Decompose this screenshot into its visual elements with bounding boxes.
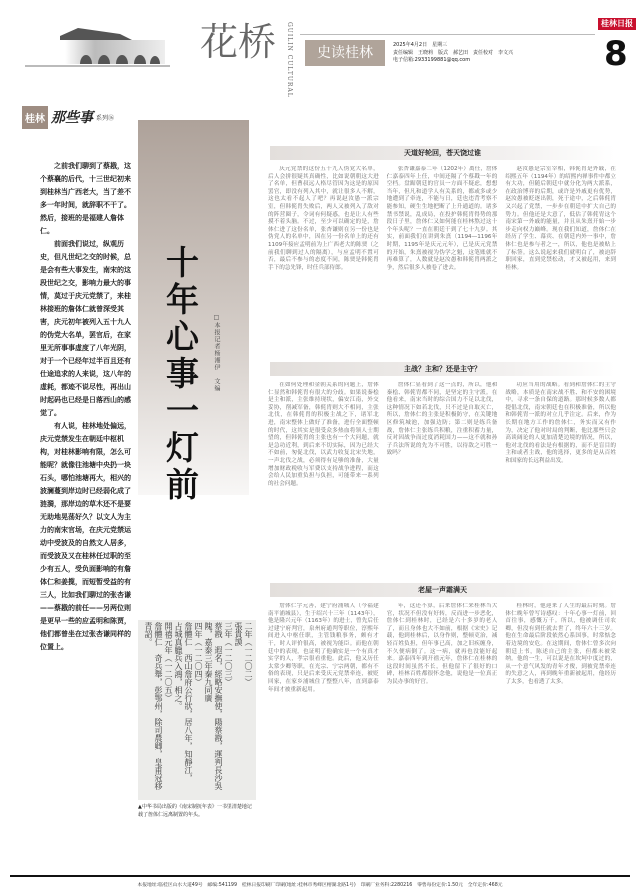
image-caption: ▲中华书局出版的《南宋制抚年表》一书里清楚地记载了詹体仁远离制置的年头。 <box>138 804 252 818</box>
scan-line: 開禧元年（一二〇五） <box>164 622 173 702</box>
footer-rule <box>10 875 630 877</box>
paragraph: 桂林时，他迎来了人生的最后时刻。詹体仁晚年曾写诗感叹：十年心事一灯前，回首往事，感慨万千。所以，他被调任司农卿，但没有到任就去世了，终年六十三岁。他在生命最后阶段依然心系国事，时常惦念着边境的安危。在这期间，詹体仁曾多次向朝廷上书，陈述自己的主张，但都未被采纳。他的一生，可以说是在坎坷中度过的，从一个意气风发的青年才俊，到被党禁牵连的失意之人，再到晚年重新被起用，他经历了太多，也看透了太多。 <box>505 603 617 685</box>
byline: □本报记者杨湘伊 文编 <box>213 314 220 392</box>
scan-line: 青詔。 <box>144 622 153 646</box>
issue-date: 2025年4月2日 星期三 <box>393 42 448 48</box>
scan-line: 占城真臘兵入鴻，相之。 <box>174 622 183 710</box>
text-column <box>387 382 498 572</box>
series-tag <box>22 104 114 130</box>
masthead-gate-illustration <box>20 14 180 76</box>
paragraph: 有人说，桂林地处偏远，庆元党禁发生在朝廷中枢机构，对桂林影响有限，怎么可能呢？就像往池塘中央扔一块石头，哪怕池塘再大，相兴的波澜蔓到岸边时已经弱化成了涟漪，那岸边的草木还不是要无助地晃荡好久？以文人为主力的南宋官场，在庆元党禁运动中受波及的自然文人居多，而受波及又在桂林任过职的至少有五人，受负面影响的有詹体仁和姜揽，而短暂受益的有三人，比如我们聊过的张杏谦——蔡戡的前任——另两位则是更早一些的应孟明和陈贾，他们都曾坐在过张杏谦同样的位置上。 <box>40 422 131 651</box>
editor-credits: 责任编辑 王晓莉 版式 郝艺田 责任校对 李文兴 <box>393 49 514 56</box>
scan-line: 二年（一二〇二） <box>244 622 253 686</box>
text-column <box>505 166 616 342</box>
brand-subtitle: GUILIN CULTURAL <box>286 22 293 98</box>
text-column <box>268 382 379 572</box>
paragraph: 詹体仁字元善，建宁府浦城人（今福建南平浦城县），生于绍兴十三年（1143年），他是隆兴元年（1163年）的进士，曾先后任过建宁府判官，泉州府通判等职位，淳熙年间进入中枢任职，主管钱粮事务，颇有才干，时人评价很高，被视为能臣。而他在朝廷中的表现，也证明了他确实是一个有真才实学的人，孝宗很看重他。此后，他又历任太常少卿等职，在光宗、宁宗两朝，都有不俗的表现，只是后来受庆元党禁牵连，被贬回家，在家乡浦城住了整整八年，直到嘉泰年间才被重新起用。 <box>268 603 379 693</box>
scan-line: 三年（一二〇三） <box>224 622 233 686</box>
text-column <box>387 603 498 845</box>
footer-imprint: 本报地址:临桂区山水大道49号 邮编:541199 桂林日报印刷厂印刷(地址:桂林市秀峰区榕湖北路1号) 印刷厂业务科:2280216 零售每份定价:1.50元 全年定价:468元 <box>137 883 503 888</box>
edition-info <box>393 42 513 65</box>
text-column <box>268 166 379 342</box>
feature-title: 十年心事一灯前 <box>161 245 200 504</box>
scan-line: 詹體仁 西山詹府公行狀，居八年，知靜江， <box>184 622 193 782</box>
paragraph: 张杏谦嘉泰二年（1202年）离任，詹体仁嘉泰四年上任，中间还隔了个蔡戡一年的空档。盘踞朝廷的官员一方面不疑虑，想想当年，但凡和道学人有关系的，都或多或少地遭到了牵连，不能与日，廷也违背考察不能参知，硬生生地把断了上升通道的。诸多禁书禁说，乱成局，在投护韩侂胄得势的那段日子里，詹体仁又如何能在桂林熬过这十个年头呢？一直在朝廷干到了七十九岁。其实，前面我们在讲到朱熹（1194—1196年时期，1195年是庆元元年），已是庆元党禁的开始，朱熹被视为伪学之魁，这笔账就不再难算了，人数就是赵汝愚和韩侂胄两派之争，然后很多人被卷了进去。 <box>386 166 498 271</box>
paragraph: 在如何处理和金朝关系的问题上，詹体仁显然和韩侂胄有很大的分歧。如果说秦桧是主和派，主张维持现状，偏安江南，外交妥协，削减军备，韩侂胄则大不相同，主张北伐，在韩侂胄的积极主战之下，诸军北进，南宋整体上做好了准备，进行全面整顿的时代，这其实是很受众多热血将领人士期望的，但韩侂胄的主张也有一个大问题，就是急功近利，到后来不切实际，因为已经大不如前，匆促北伐，以武力收复北宋失地，一声北伐之战，必须得有足够的准备，大量增加财政税收与军费以支持战争进程，而这会给人民加重负担与负担，可能带来一系列的社会问题。 <box>268 382 379 487</box>
text-column <box>387 166 498 342</box>
email: 电子信箱:2933199881@qq.com <box>393 57 471 63</box>
newspaper-logo: 桂林日报 <box>598 18 636 30</box>
feature-intro-column <box>40 160 135 654</box>
scan-line: 張貴謨 <box>234 622 243 646</box>
paragraph: 赵汝愚是宗室宰相，韩侂胄是外戚，在绍熙五年（1194年）的绍熙内禅事件中都立有大功，但随后朝廷中就分化为两大派系，在政治博弈的后期，或许是外戚更有优势，赵汝愚被贬逐出朝，死于途中，之后韩侂胄又兴起了党禁，一步步在朝廷中扩大自己的势力。但他还是大意了，低估了韩侂胄这个南宋第一外戚的能量，并且从朱熹开始一步步走向权力巅峰。现在我们知道，詹体仁在经历了学生、幕宾、在朝廷内外一事中，詹体仁也是参与者之一，所以，他也是被贴上了标签。这么说起来我们就明白了，被迫辞职回家，直到党禁松动，才又被起用，来到桂林。 <box>505 166 617 271</box>
book-scan-image <box>138 620 256 800</box>
article-3-heading: 老屋一声霜满天 <box>270 583 615 597</box>
article-1-heading: 天道好轮回，苍天饶过谁 <box>270 146 615 160</box>
series-title: 那些事 <box>51 110 93 126</box>
section-name: 史读桂林 <box>305 40 385 66</box>
scan-line: 四年（一二〇四） <box>194 622 203 686</box>
scan-line: 隗，嘉泰三年秦九同廣 <box>204 622 213 702</box>
scan-line: 蔡戡 遐名，經略安撫使，陽蔡戡，運判長沙吳 <box>214 622 223 790</box>
paragraph: 庆元党禁的这份五十九人伪党大名单，后人会拼很疑其真确性，比如说朝朝这大进了名单，但曹叔远人格尽管因为这是的原因罢官，即没有列入其中，就让很多人不解，这也太看不起人了吧？再说赵汝愚一派宗室，但韩侂胄失败后，两人又被列入了敌对的阵营圈子，令词有何疑惑，也是让人有些摸不着头脑。不过，至少可以确定的是，詹体仁进了这份名单，张杏谦则在另一份也是伪党人的名单中，因在另一份名单上的还有1109年接应孟明前为上广西老大的陈贾（之前我们聊到过人的隔离），与应孟明不置可否，最后不参与的态度不同，陈贾是韩侂胄手下的急先锋，时任兵部侍郎。 <box>268 166 379 271</box>
series-city: 桂林 <box>22 106 48 129</box>
paragraph: 詹体仁显看到了这一点的，所以，他和秦桧、韩侂胄都不同，是坚定的主守派。在他看来，南宋当时的综合国力不足以北伐，这种情况下如若北伐，只不过是自取灭亡，所以，詹体仁的主张是积极防守，在关键地区修筑城池，加强边防；第二则是练兵备战，詹体仁主张练兵积粮，注重积蓄力量，反对因战争而过度消耗国力——这不就和孙子兵法所说的先为不可胜，以待敌之可胜一致吗？ <box>386 382 498 457</box>
text-column <box>268 603 379 845</box>
series-number: 系列⑯ <box>96 114 115 122</box>
article-2-body <box>268 382 616 572</box>
header-rule <box>300 34 595 35</box>
paragraph: 年，这还不算，后来詹体仁来桂林当大官，状况不但没有好转，反而进一步恶化，詹体仁到桂林时，已经是六十多岁的老人了，而且身体也大不如前，根据《宋史》记载，他到桂林后，以身作则，整顿吏治，减轻百姓负担，但年事已高，加之旧疾缠身，不久便病倒了。这一病，就再也没能好起来。嘉泰四年到开禧元年，詹体仁在桂林的这段时间虽然不长，但他留下了很好的口碑，桂林百姓都很怀念他，说他是一位真正为民办事的好官。 <box>386 603 498 685</box>
scan-line: 詹體仁 奇兵舉，彭鄂州，除司農卿，皇甫冠移 <box>154 622 163 790</box>
paragraph: 前面我们说过，纵观历史，但凡世纪之交的时候，总是会有些大事发生，南宋的这段世纪之交，影响力最大的事情，莫过于庆元党禁了，来桂林接班的詹体仁就曾深受其害，庆元初年被列入五十九人的伪党大名单，罢官后，在家里无所事事虚度了八年光阴，对于一个已经年过半百且还有仕途追求的人来说，这八年的虚耗，都迹不说尽性，再出山时起码也已经是日落西山的感觉了。 <box>40 240 131 417</box>
page-number: 8 <box>604 34 628 74</box>
paragraph: 之前我们聊到了蔡戡，这个蔡襄的后代，十三世纪初来到桂林当广西老大，当了差不多一年时间，就辞职不干了。然后，接班的是福建人詹体仁。 <box>40 162 131 235</box>
text-column <box>505 382 616 572</box>
article-3-body <box>268 603 616 845</box>
text-column <box>505 603 616 845</box>
brand-title: 花桥 <box>200 20 277 64</box>
article-1-body <box>268 166 616 342</box>
paragraph: 功应当用的战略。看到和詹体仁的主守战略，本质是在南宋战不胜、和不安的困境中，寻求一条自保的道路。那时候多数人都提倡北伐，南宋朝廷也在积极准备，所以他和韩侂胄一派的对立几乎注定。后来，作为长期在地方工作的詹体仁，务实而又有作为，决定了他对时局的判断，他比那些只会高谈阔论的人更加清楚边境的情况，所以，他对北伐的看法是有根据的，而不是盲目的主和或者主战，他的选择，更多的是从百姓和国家的长远利益出发。 <box>505 382 617 464</box>
article-2-heading: 主战？主和？还是主守？ <box>270 362 615 376</box>
